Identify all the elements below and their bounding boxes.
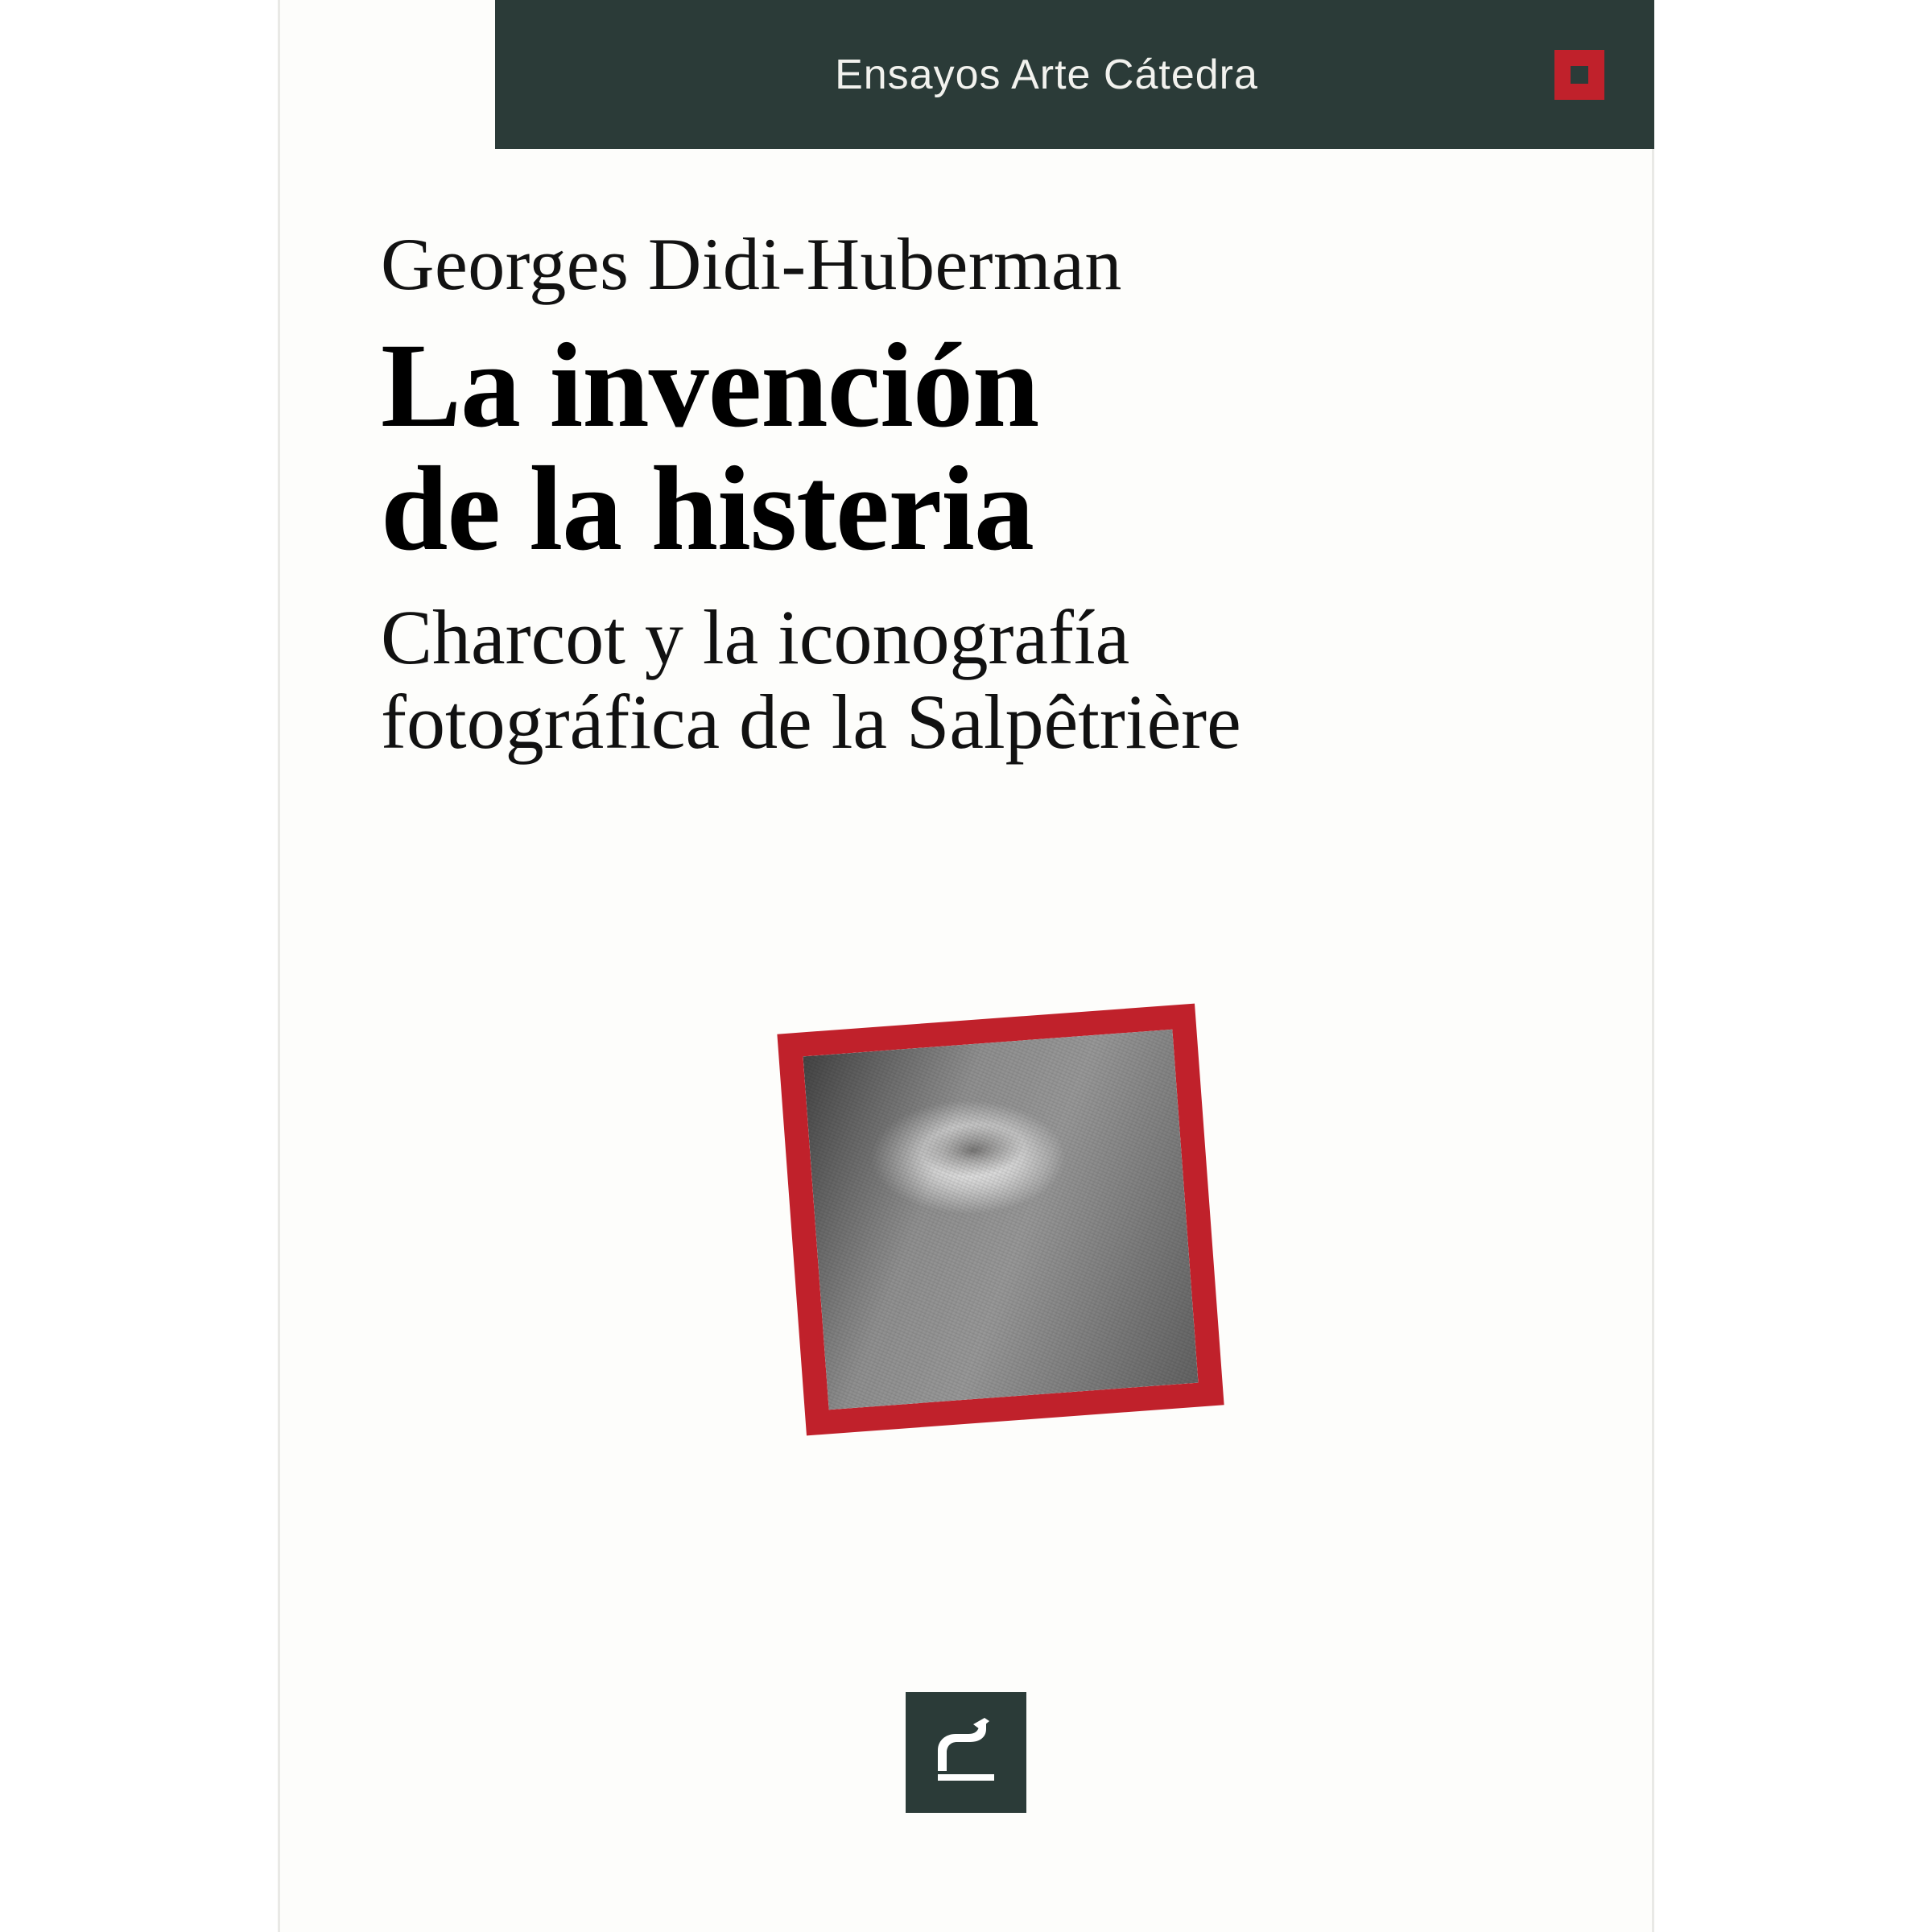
publisher-logo-icon — [906, 1692, 1026, 1813]
title-block — [381, 225, 1588, 765]
cover-photo — [777, 1010, 1236, 1461]
series-square-icon — [1554, 50, 1604, 100]
book-title — [381, 318, 1588, 576]
cover-edge-left — [278, 0, 280, 1932]
series-square-inner-icon — [1571, 66, 1588, 84]
book-subtitle — [381, 595, 1588, 765]
photograph-grain — [803, 1030, 1199, 1410]
cover-photo-image — [803, 1030, 1199, 1410]
series-label: Ensayos Arte Cátedra — [835, 51, 1258, 98]
cover-photo-frame — [777, 1004, 1224, 1436]
series-band — [495, 0, 1654, 149]
title-line-2: de la histeria — [381, 441, 1034, 576]
title-line-1: La invención — [381, 318, 1039, 452]
author-name: Georges Didi-Huberman — [381, 223, 1122, 305]
book-cover — [278, 0, 1654, 1932]
subtitle-line-2: fotográfica de la Salpêtrière — [381, 679, 1241, 766]
cover-edge-right — [1652, 0, 1654, 1932]
subtitle-line-1: Charcot y la iconografía — [381, 593, 1130, 680]
